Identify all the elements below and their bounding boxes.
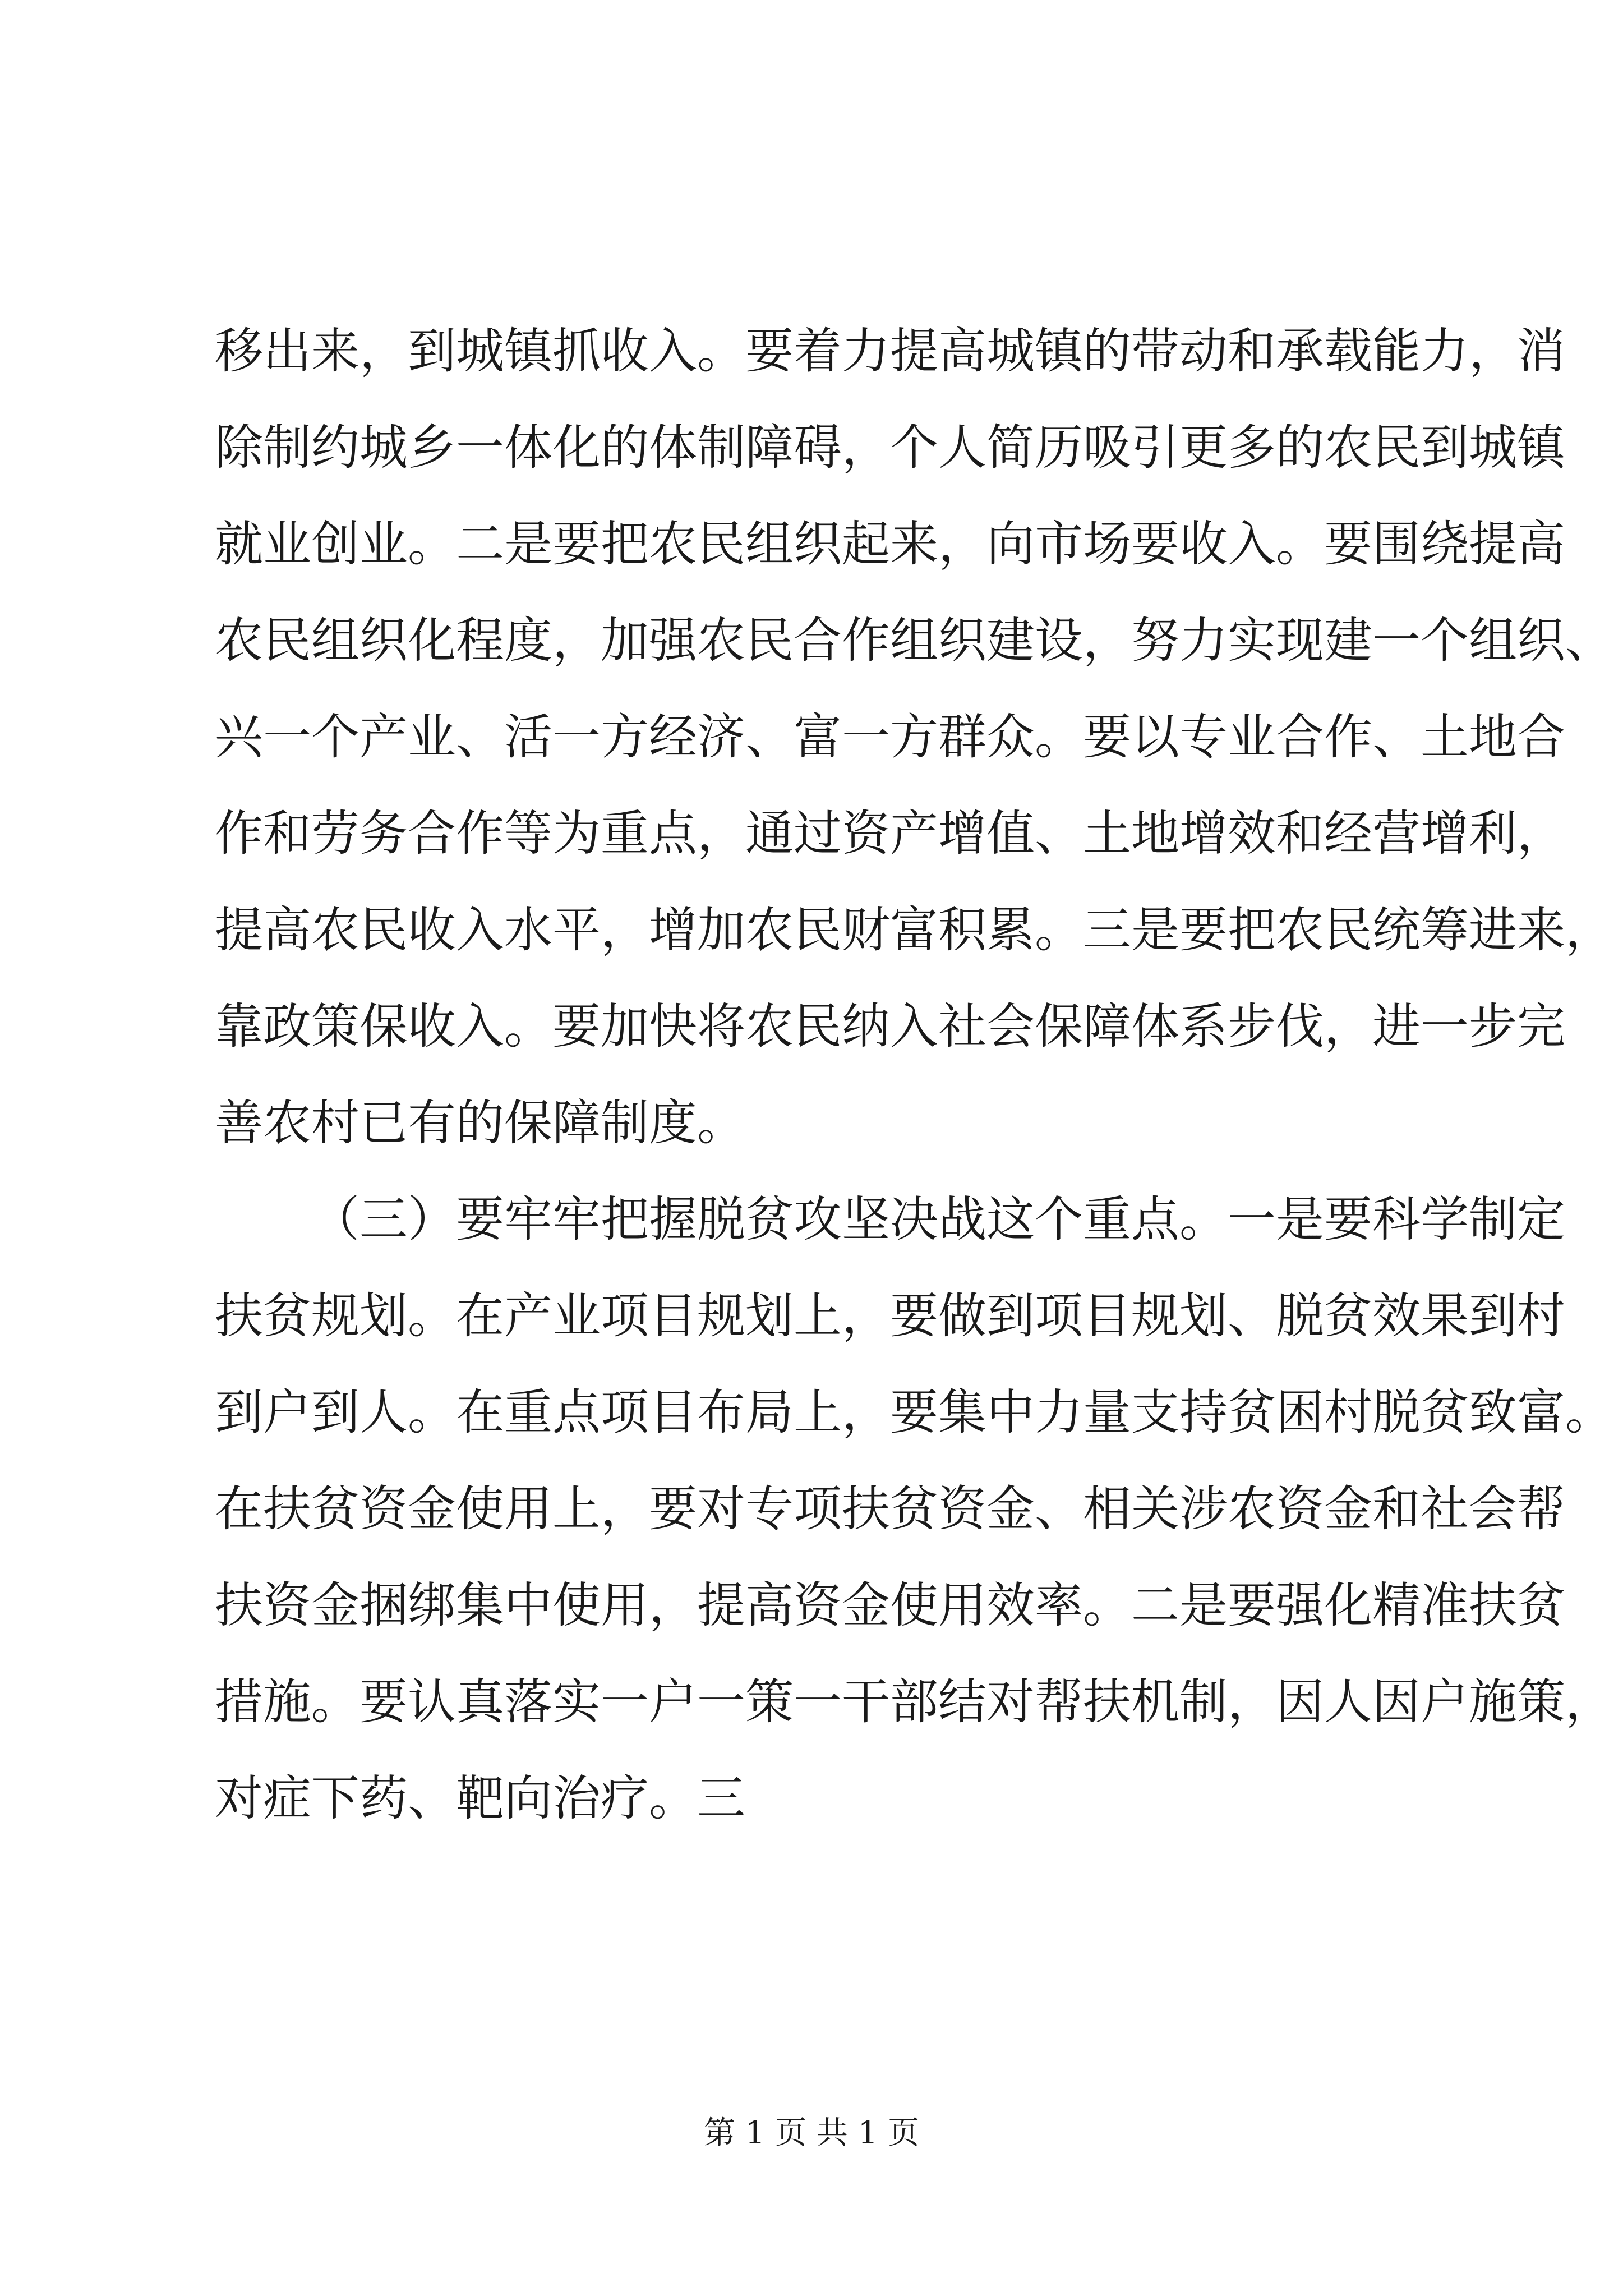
text-line: （三）要牢牢把握脱贫攻坚决战这个重点。一是要科学制定 [311,1191,1565,1248]
text-line: 对症下药、靶向治疗。三 [215,1770,745,1826]
text-line: 兴一个产业、活一方经济、富一方群众。要以专业合作、土地合 [215,709,1565,765]
text-line: 在扶贫资金使用上，要对专项扶贫资金、相关涉农资金和社会帮 [215,1481,1565,1537]
text-line: 提高农民收入水平，增加农民财富积累。三是要把农民统筹进来， [215,902,1613,958]
text-line: 善农村已有的保障制度。 [215,1095,745,1151]
text-line: 农民组织化程度，加强农民合作组织建设，努力实现建一个组织、 [215,613,1613,669]
text-line: 除制约城乡一体化的体制障碍，个人简历吸引更多的农民到城镇 [215,420,1565,476]
text-line: 到户到人。在重点项目布局上，要集中力量支持贫困村脱贫致富。 [215,1384,1613,1441]
text-line: 扶贫规划。在产业项目规划上，要做到项目规划、脱贫效果到村 [215,1288,1565,1344]
text-line: 作和劳务合作等为重点，通过资产增值、土地增效和经营增利， [215,806,1565,862]
page-footer: 第 1 页 共 1 页 [703,2115,920,2151]
text-line: 移出来，到城镇抓收入。要着力提高城镇的带动和承载能力，消 [215,323,1565,379]
paragraph [215,1171,1613,1847]
text-line: 扶资金捆绑集中使用，提高资金使用效率。二是要强化精准扶贫 [215,1577,1565,1634]
body-text [215,303,1613,1847]
text-line: 措施。要认真落实一户一策一干部结对帮扶机制，因人因户施策， [215,1674,1613,1730]
text-line: 靠政策保收入。要加快将农民纳入社会保障体系步伐，进一步完 [215,999,1565,1055]
text-line: 就业创业。二是要把农民组织起来，向市场要收入。要围绕提高 [215,516,1565,572]
paragraph [215,303,1613,1171]
